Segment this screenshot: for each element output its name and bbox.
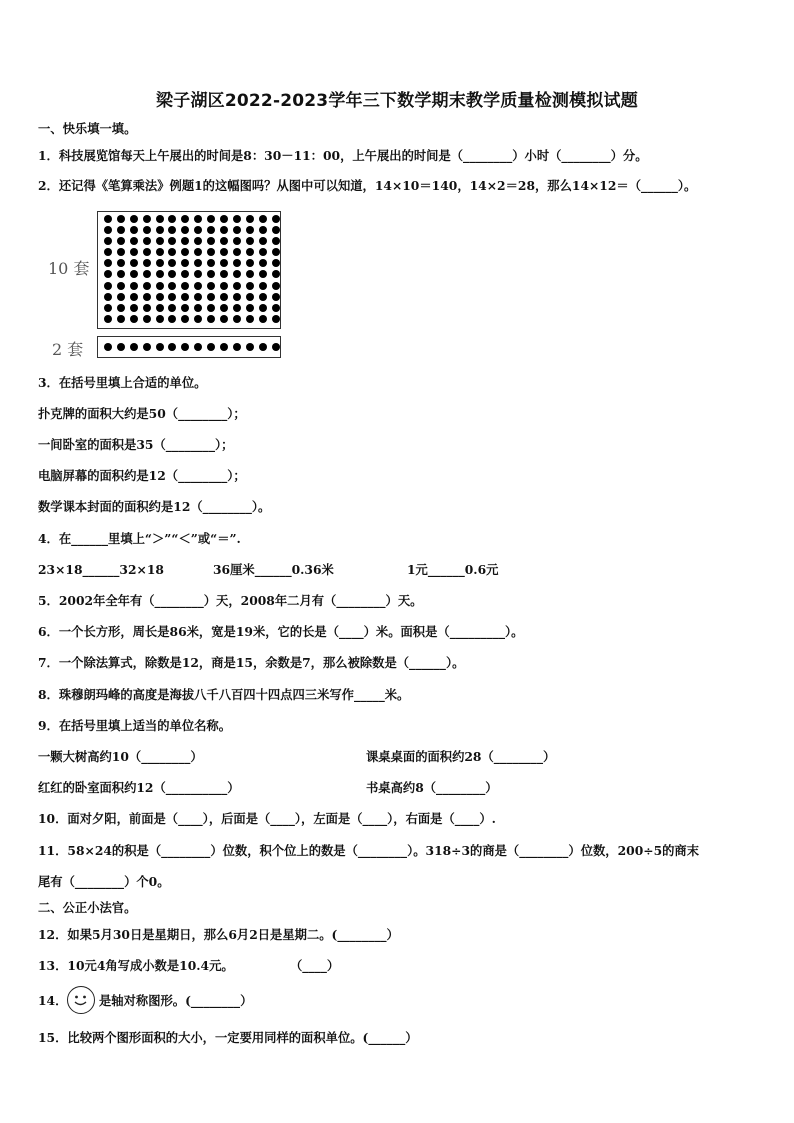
question-5: 5．2002年全年有（________）天，2008年二月有（________）天。: [38, 593, 423, 608]
dot: [233, 226, 241, 234]
dot: [194, 270, 202, 278]
dot: [272, 237, 280, 245]
dot: [220, 315, 228, 323]
dot: [130, 293, 138, 301]
dot: [143, 304, 151, 312]
dot: [143, 293, 151, 301]
question-13-blank: （____）: [290, 958, 340, 973]
dot: [194, 248, 202, 256]
question-3a: 扑克牌的面积大约是50（________）；: [38, 406, 246, 421]
dot: [156, 215, 164, 223]
dot: [194, 293, 202, 301]
question-11-cont: 尾有（________）个0。: [38, 874, 170, 889]
dot: [272, 215, 280, 223]
dot: [246, 215, 254, 223]
dot: [104, 343, 112, 351]
dot: [130, 215, 138, 223]
dot: [246, 315, 254, 323]
dot: [207, 237, 215, 245]
question-15: 15．比较两个图形面积的大小，一定要用同样的面积单位。(______）: [38, 1030, 418, 1045]
dot: [272, 282, 280, 290]
dot: [143, 343, 151, 351]
smiley-face-icon: [67, 986, 95, 1014]
dot: [168, 315, 176, 323]
dot: [156, 270, 164, 278]
dot: [156, 259, 164, 267]
dot: [207, 315, 215, 323]
dot: [272, 248, 280, 256]
dot: [233, 270, 241, 278]
dot: [194, 343, 202, 351]
dot: [246, 293, 254, 301]
dot: [130, 259, 138, 267]
dot: [181, 315, 189, 323]
dot: [104, 237, 112, 245]
dot: [272, 270, 280, 278]
dot: [194, 237, 202, 245]
question-11: 11．58×24的积是（________）位数，积个位上的数是（________）。318÷3的商是（________）位数，200÷5的商末: [38, 843, 700, 858]
dot: [117, 293, 125, 301]
question-4: 4．在______里填上“＞”“＜”或“＝”.: [38, 531, 241, 546]
dot: [246, 259, 254, 267]
dot: [194, 304, 202, 312]
dot: [181, 248, 189, 256]
dot: [117, 343, 125, 351]
dot: [117, 304, 125, 312]
dot: [156, 304, 164, 312]
dot: [272, 226, 280, 234]
dot: [233, 259, 241, 267]
dot: [104, 304, 112, 312]
dot: [104, 293, 112, 301]
question-9a: 一颗大树高约10（________）: [38, 749, 203, 764]
dot-array-2-sets: [97, 336, 281, 358]
dot: [117, 226, 125, 234]
dot: [130, 226, 138, 234]
question-9: 9．在括号里填上适当的单位名称。: [38, 718, 232, 733]
dot: [259, 343, 267, 351]
dot: [104, 248, 112, 256]
dot: [259, 315, 267, 323]
dot: [220, 304, 228, 312]
dot: [130, 282, 138, 290]
question-6: 6．一个长方形，周长是86米，宽是19米，它的长是（____）米。面积是（_________）。: [38, 624, 524, 639]
question-1: 1．科技展览馆每天上午展出的时间是8：30－11：00，上午展出的时间是（________）小时（________）分。: [38, 148, 648, 163]
dot: [233, 315, 241, 323]
dot: [156, 293, 164, 301]
dot: [181, 343, 189, 351]
dot: [259, 215, 267, 223]
dot: [207, 343, 215, 351]
dot: [181, 270, 189, 278]
dot: [168, 304, 176, 312]
dot: [207, 304, 215, 312]
dot: [168, 282, 176, 290]
dot-array-10-sets: [97, 211, 281, 329]
dot: [181, 259, 189, 267]
dot: [168, 270, 176, 278]
dot: [207, 259, 215, 267]
question-9c: 红红的卧室面积约12（__________）: [38, 780, 240, 795]
question-7: 7．一个除法算式，除数是12，商是15，余数是7，那么被除数是（______）。: [38, 655, 465, 670]
dot: [168, 237, 176, 245]
question-9d: 书桌高约8（________）: [366, 780, 498, 795]
dot: [220, 259, 228, 267]
dot: [117, 315, 125, 323]
dot: [233, 304, 241, 312]
dot: [168, 259, 176, 267]
question-3b: 一间卧室的面积是35（________）；: [38, 437, 234, 452]
question-12: 12．如果5月30日是星期日，那么6月2日是星期二。(________）: [38, 927, 399, 942]
dot: [181, 304, 189, 312]
dot: [143, 315, 151, 323]
dot: [220, 343, 228, 351]
page-title: 梁子湖区2022-2023学年三下数学期末教学质量检测模拟试题: [156, 91, 638, 111]
dot: [233, 248, 241, 256]
dot: [220, 237, 228, 245]
label-10-sets: 10 套: [48, 259, 90, 278]
dot: [246, 343, 254, 351]
question-14-number: 14．: [38, 993, 68, 1008]
question-3d: 数学课本封面的面积约是12（________）。: [38, 499, 271, 514]
dot: [130, 343, 138, 351]
label-2-sets: 2 套: [52, 340, 84, 359]
dot: [233, 293, 241, 301]
dot: [233, 282, 241, 290]
question-8: 8．珠穆朗玛峰的高度是海拔八千八百四十四点四三米写作_____米。: [38, 687, 410, 702]
dot: [130, 270, 138, 278]
dot: [194, 226, 202, 234]
dot: [272, 304, 280, 312]
dot: [156, 248, 164, 256]
dot: [156, 315, 164, 323]
dot: [130, 304, 138, 312]
dot: [272, 259, 280, 267]
dot: [233, 237, 241, 245]
dot: [181, 215, 189, 223]
dot: [259, 226, 267, 234]
dot: [220, 215, 228, 223]
dot: [259, 282, 267, 290]
dot: [207, 270, 215, 278]
dot: [130, 237, 138, 245]
dot: [156, 282, 164, 290]
dot: [143, 237, 151, 245]
dot: [259, 304, 267, 312]
question-4c: 1元______0.6元: [407, 562, 499, 577]
dot: [143, 226, 151, 234]
question-4b: 36厘米______0.36米: [213, 562, 334, 577]
dot: [259, 237, 267, 245]
dot: [181, 237, 189, 245]
dot: [259, 248, 267, 256]
dot: [117, 248, 125, 256]
dot: [259, 259, 267, 267]
dot: [143, 282, 151, 290]
question-13: 13．10元4角写成小数是10.4元。: [38, 958, 234, 973]
question-14: 是轴对称图形。(________）: [99, 993, 253, 1008]
dot: [130, 315, 138, 323]
dot: [207, 282, 215, 290]
dot: [156, 226, 164, 234]
question-10: 10．面对夕阳，前面是（____），后面是（____），左面是（____），右面是（____）.: [38, 811, 496, 826]
dot: [156, 237, 164, 245]
dot: [143, 248, 151, 256]
dot: [168, 293, 176, 301]
question-3: 3．在括号里填上合适的单位。: [38, 375, 207, 390]
dot: [143, 215, 151, 223]
dot: [104, 270, 112, 278]
dot: [220, 248, 228, 256]
dot: [168, 343, 176, 351]
dot: [259, 293, 267, 301]
dot: [259, 270, 267, 278]
dot: [246, 237, 254, 245]
dot: [143, 259, 151, 267]
dot-grid-top: [104, 215, 280, 323]
question-2: 2．还记得《笔算乘法》例题1的这幅图吗？从图中可以知道，14×10＝140，14×2＝28，那么14×12＝（______）。: [38, 178, 697, 193]
dot: [246, 270, 254, 278]
dot: [168, 215, 176, 223]
section-heading-2: 二、公正小法官。: [38, 900, 137, 915]
question-3c: 电脑屏幕的面积约是12（________）；: [38, 468, 246, 483]
dot: [220, 282, 228, 290]
dot: [156, 343, 164, 351]
dot: [194, 315, 202, 323]
dot: [207, 215, 215, 223]
dot: [246, 226, 254, 234]
dot: [233, 215, 241, 223]
dot: [143, 270, 151, 278]
section-heading-1: 一、快乐填一填。: [38, 121, 137, 136]
dot: [104, 215, 112, 223]
dot: [246, 304, 254, 312]
dot: [207, 248, 215, 256]
dot: [130, 248, 138, 256]
dot: [220, 293, 228, 301]
dot: [272, 315, 280, 323]
dot: [104, 259, 112, 267]
dot: [220, 270, 228, 278]
dot: [272, 293, 280, 301]
dot: [272, 343, 280, 351]
dot: [181, 282, 189, 290]
dot: [104, 315, 112, 323]
dot-grid-bottom: [104, 343, 280, 351]
question-9b: 课桌桌面的面积约28（________）: [366, 749, 556, 764]
dot: [168, 248, 176, 256]
dot: [207, 226, 215, 234]
dot: [168, 226, 176, 234]
dot: [233, 343, 241, 351]
dot: [194, 259, 202, 267]
dot: [181, 293, 189, 301]
dot: [117, 259, 125, 267]
dot: [104, 226, 112, 234]
dot: [117, 215, 125, 223]
dot: [207, 293, 215, 301]
dot: [194, 215, 202, 223]
dot: [117, 270, 125, 278]
dot: [246, 282, 254, 290]
dot: [220, 226, 228, 234]
dot: [117, 282, 125, 290]
dot: [104, 282, 112, 290]
dot: [181, 226, 189, 234]
dot: [194, 282, 202, 290]
question-4a: 23×18______32×18: [38, 562, 164, 577]
dot: [246, 248, 254, 256]
dot: [117, 237, 125, 245]
